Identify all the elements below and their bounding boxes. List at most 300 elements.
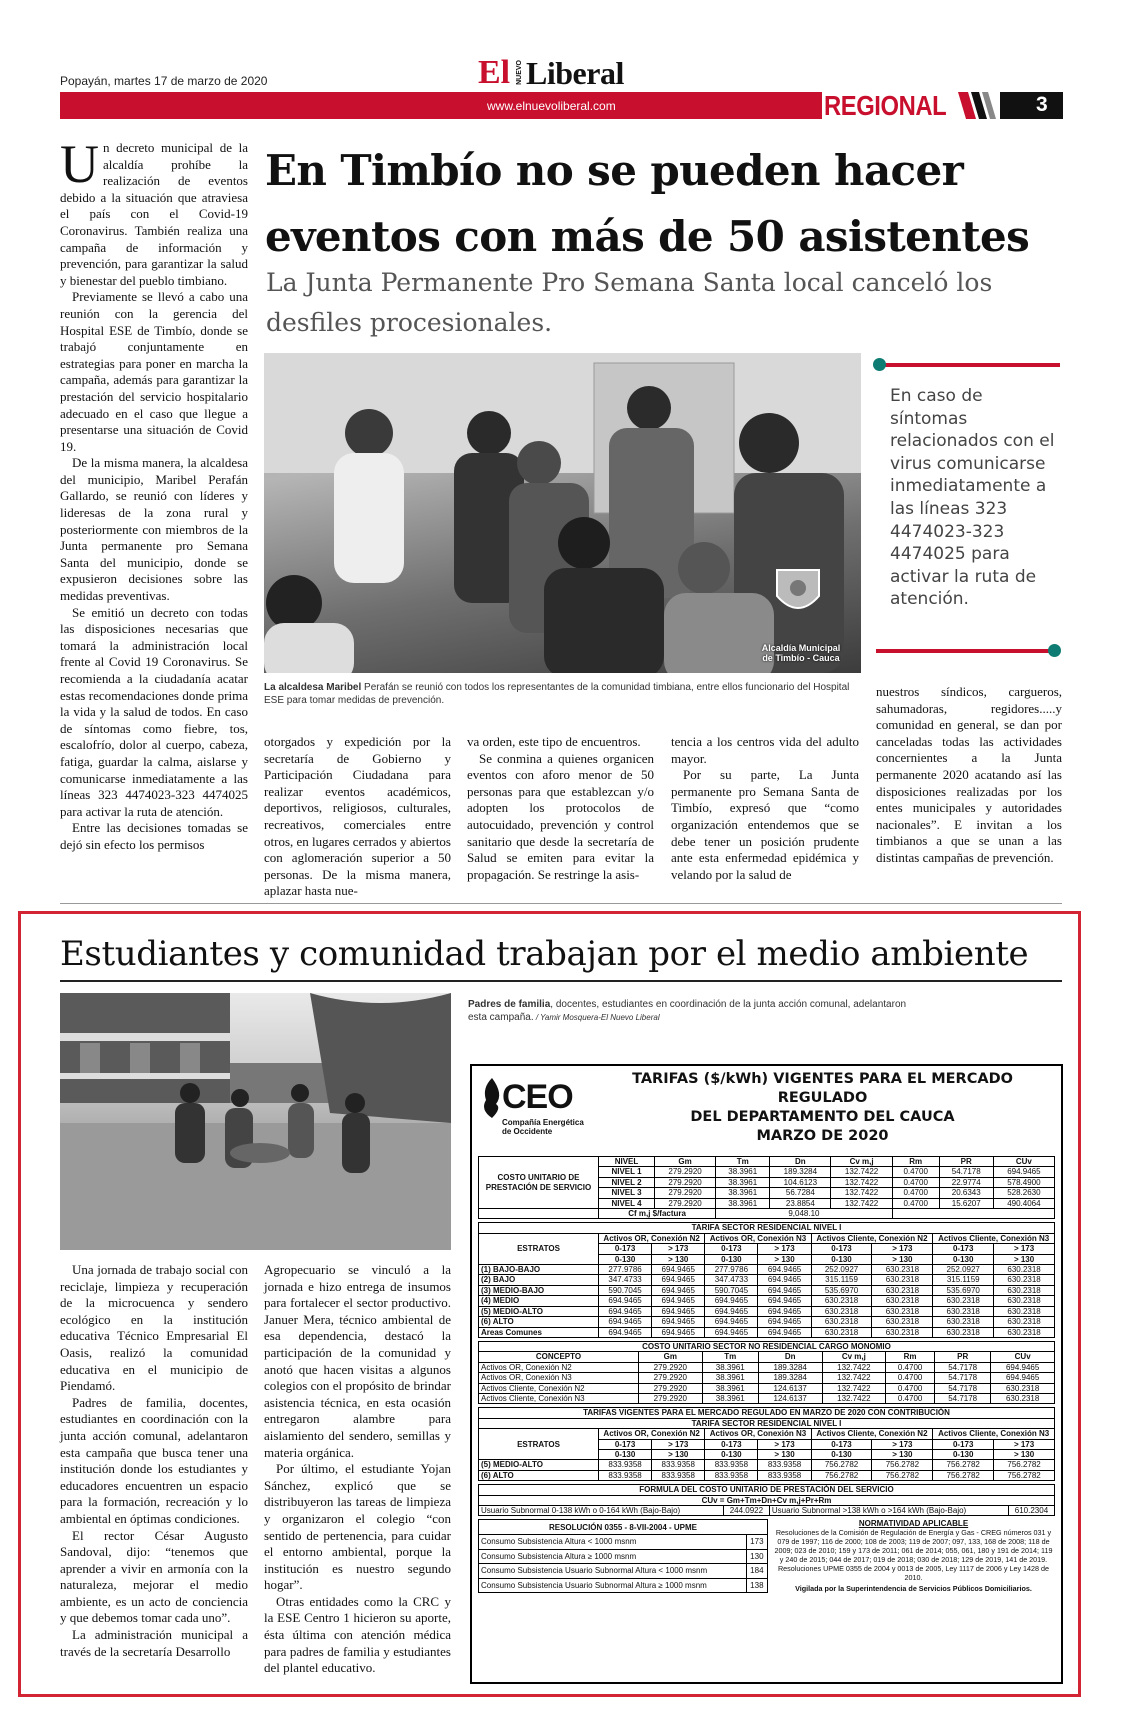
cell: > 130	[994, 1254, 1055, 1264]
table-cell: Consumo Subsistencia Altura ≥ 1000 msnm	[479, 1549, 747, 1564]
cell: 0-173	[599, 1439, 652, 1449]
cell: NIVEL 1	[599, 1167, 655, 1177]
group-header: Activos OR, Conexión N3	[705, 1233, 811, 1243]
cell: 22.9774	[939, 1177, 993, 1187]
table-cell: 132.7422	[822, 1393, 886, 1403]
subnormal-left-value: 244.0922	[723, 1506, 769, 1516]
table-row	[479, 1209, 1055, 1219]
cell: 0-130	[705, 1449, 758, 1459]
table-cell: 756.2782	[994, 1460, 1055, 1470]
table-cell: 833.9358	[705, 1470, 758, 1480]
table-cell: 277.9786	[705, 1265, 758, 1275]
article1-photo-caption	[264, 681, 861, 707]
section-label: REGIONAL	[824, 90, 947, 121]
table-cell: Consumo Subsistencia Usuario Subnormal Altura < 1000 msnm	[479, 1564, 747, 1579]
table-cell: 694.9465	[652, 1275, 705, 1285]
article2-paragraph: La administración municipal a través de la secretaría Desarrollo	[60, 1627, 248, 1659]
table-row	[479, 1362, 1055, 1372]
article1-paragraph: tencia a los centros vida del adulto mayor.	[671, 734, 859, 766]
estratos-label: ESTRATOS	[479, 1429, 599, 1460]
table-cell: 833.9358	[705, 1460, 758, 1470]
table-cell: (6) ALTO	[479, 1317, 599, 1327]
article1-column-1	[60, 134, 248, 854]
cell: > 130	[652, 1449, 705, 1459]
table-cell: 630.2318	[933, 1296, 994, 1306]
table-cell: 756.2782	[811, 1460, 872, 1470]
subnormal-left-label: Usuario Subnormal 0-138 kWh o 0-164 kWh (Bajo-Bajo)	[479, 1506, 724, 1516]
article1-column-4	[671, 734, 859, 883]
table-cell: 630.2318	[994, 1306, 1055, 1316]
table-cell: 756.2782	[872, 1470, 933, 1480]
article1-paragraph: otorgados y expedición por la secretaría de Gobierno y Participación Ciudadana para realizar eventos académicos, deportivos, religiosos, culturales, recreativos, comerciales entre otros, en lugares cerrados y abiertos con aglomeración superior a 50 personas. De la misma manera, aplazar hasta nue-	[264, 734, 451, 899]
cell: 132.7422	[831, 1177, 892, 1187]
table-cell: 277.9786	[599, 1265, 652, 1275]
cell: PR	[935, 1352, 991, 1362]
contribution-rows	[479, 1460, 1055, 1481]
municipal-seal-icon	[767, 566, 829, 622]
table-cell: 173	[746, 1535, 767, 1550]
cell: 0-173	[811, 1439, 872, 1449]
cell: 0-173	[933, 1439, 994, 1449]
flame-icon	[480, 1078, 504, 1118]
cell: 104.6123	[770, 1177, 831, 1187]
cell: 132.7422	[831, 1188, 892, 1198]
table-cell: 54.7178	[935, 1362, 991, 1372]
article1-paragraph: nuestros síndicos, cargueros, sahumadoras, regidores.....y comunidad en general, se dan por canceladas todas las actividades concernientes a la Junta permanente 2020 acatando así las disposiciones realizadas por los entes municipales y autoridades nacionales”. E invitan a los timbianos a que se unan a las distintas campañas de prevención.	[876, 684, 1062, 865]
table-cell: 38.3961	[702, 1393, 758, 1403]
dropcap: U	[60, 134, 99, 194]
table-cell: 694.9465	[652, 1306, 705, 1316]
cell: 38.3961	[716, 1167, 770, 1177]
table-cell: 694.9465	[652, 1285, 705, 1295]
cell: 23.8854	[770, 1198, 831, 1208]
article1-paragraph: Por su parte, La Junta permanente pro Semana Santa de Timbío, expresó que “como organización entendemos que se debe tener un posición prudente ante esta enfermedad epidémica y velando por la salud de	[671, 767, 859, 882]
cell: 0-130	[811, 1254, 872, 1264]
table-cell: 130	[746, 1549, 767, 1564]
cell: 38.3961	[716, 1177, 770, 1187]
cell: 578.4900	[993, 1177, 1054, 1187]
table-cell: 252.0927	[811, 1265, 872, 1275]
cell: > 173	[758, 1439, 811, 1449]
regulation-text: Resoluciones de la Comisión de Regulación de Energía y Gas - CREG números 031 y 079 de 1997; 116 de 2000; 108 de 2003; 119 de 2007; 097, 133, 168 de 2008; 118 de 2009; 023 de 2010; 159 y 173 de 2011; 061 de 2014; 055, 061, 180 y 191 de 2014; 119 y 240 de 2015; 044 de 2017; 019 de 2018; 030 de 2018; 129 de 2019, 141 de 2019. Resoluciones UPME 0355 de 2004 y 0013 de 2005, Ley 1117 de 2006 y Ley 1428 de 2010.	[774, 1528, 1053, 1583]
table-cell: (4) MEDIO	[479, 1296, 599, 1306]
cell: 279.2920	[654, 1177, 715, 1187]
cost-header: Gm	[654, 1157, 715, 1167]
table-cell: 694.9465	[599, 1317, 652, 1327]
table-row	[479, 1352, 1055, 1362]
article2-paragraph: Agropecuario se vinculó a la jornada e hizo entrega de insumos para fortalecer el sector productivo. Januer Mera, técnico ambiental de esa dependencia, destacó la participación de la comunidad y anotó que hacen visitas a algunos colegios con el propósito de brindar asistencia técnica, en esta ocasión entregaron alambre para aislamiento del sendero, semillas y materia orgánica.	[264, 1262, 451, 1460]
cost-header: Tm	[716, 1157, 770, 1167]
cell: 0.4700	[892, 1167, 939, 1177]
formula-table	[478, 1484, 1055, 1516]
residential-table	[478, 1222, 1055, 1337]
table-cell: 184	[746, 1564, 767, 1579]
table-cell: 630.2318	[994, 1327, 1055, 1337]
table-cell: 590.7045	[599, 1285, 652, 1295]
table-cell: 694.9465	[705, 1327, 758, 1337]
cell: 0-130	[599, 1449, 652, 1459]
page-number-box	[1000, 92, 1063, 119]
cost-header: PR	[939, 1157, 993, 1167]
caption-lead: La alcaldesa Maribel	[264, 682, 362, 693]
table-cell: Areas Comunes	[479, 1327, 599, 1337]
cf-label: Cf m,j $/factura	[599, 1209, 716, 1219]
cell: 528.2630	[993, 1188, 1054, 1198]
cost-header: Cv m,j	[831, 1157, 892, 1167]
table-cell: 694.9465	[758, 1296, 811, 1306]
logo-liberal: Liberal	[526, 55, 624, 91]
cell: 279.2920	[654, 1198, 715, 1208]
group-header: Activos Cliente, Conexión N3	[933, 1233, 1055, 1243]
table-cell: 630.2318	[872, 1306, 933, 1316]
residential-title: TARIFA SECTOR RESIDENCIAL NIVEL I	[479, 1223, 1055, 1233]
cell: 0-130	[933, 1254, 994, 1264]
article1-paragraph: Previamente se llevó a cabo una reunión con la gerencia del Hospital ESE de Timbío, donde se trabajó conjuntamente en estrategias para poner en marcha la campaña, además para garantizar la prestación del servicio hospitalario adecuado en el caso que llegue a presentarse una situación de Covid 19.	[60, 289, 248, 454]
cell: 0.4700	[892, 1198, 939, 1208]
table-cell: 132.7422	[822, 1373, 886, 1383]
cell: 56.7284	[770, 1188, 831, 1198]
table-row	[479, 1275, 1055, 1285]
table-cell: 756.2782	[933, 1470, 994, 1480]
table-cell: 630.2318	[872, 1285, 933, 1295]
article1-headline	[265, 138, 1075, 270]
ceo-logo[interactable]	[480, 1074, 590, 1144]
cell: 279.2920	[654, 1167, 715, 1177]
table-cell: 833.9358	[758, 1470, 811, 1480]
ad-title-line-2: DEL DEPARTAMENTO DEL CAUCA	[690, 1109, 955, 1125]
group-header: Activos Cliente, Conexión N2	[811, 1233, 933, 1243]
table-row	[479, 1564, 768, 1579]
table-cell: 630.2318	[811, 1317, 872, 1327]
table-cell: 54.7178	[935, 1383, 991, 1393]
table-cell: 694.9465	[652, 1265, 705, 1275]
cell: > 130	[872, 1449, 933, 1459]
table-row	[479, 1393, 1055, 1403]
table-cell: 694.9465	[599, 1296, 652, 1306]
table-cell: 138	[746, 1578, 767, 1593]
table-row	[479, 1327, 1055, 1337]
table-cell: 124.6137	[758, 1393, 822, 1403]
table-cell: 279.2920	[639, 1393, 703, 1403]
group-header: Activos Cliente, Conexión N2	[811, 1429, 933, 1439]
table-row	[479, 1470, 1055, 1480]
cell: > 130	[758, 1449, 811, 1459]
table-cell: 694.9465	[758, 1265, 811, 1275]
table-cell: 694.9465	[705, 1306, 758, 1316]
table-cell: 279.2920	[639, 1362, 703, 1372]
logo-subtitle: Compañía Energética de Occidente	[502, 1118, 584, 1136]
table-cell: Activos Cliente, Conexión N2	[479, 1383, 639, 1393]
table-cell: 630.2318	[994, 1265, 1055, 1275]
cell: 0.4700	[892, 1177, 939, 1187]
cell: 132.7422	[831, 1198, 892, 1208]
date-line: Popayán, martes 17 de marzo de 2020	[60, 74, 268, 88]
table-cell: 756.2782	[811, 1470, 872, 1480]
table-cell: 694.9465	[599, 1327, 652, 1337]
headline-line-2: eventos con más de 50 asistentes	[265, 212, 1030, 261]
article1-column-5	[876, 684, 1062, 867]
article2-paragraph: Una jornada de trabajo social con reciclaje, limpieza y recuperación de la microcuenca y sendero ecológico en la institución educativa Técnico Empresarial El Oasis, realizó la comunidad educativa en el municipio de Piendamó.	[60, 1262, 248, 1394]
cost-table	[478, 1156, 1055, 1219]
table-cell: 694.9465	[758, 1275, 811, 1285]
resolution-table	[478, 1519, 768, 1593]
cell: Tm	[702, 1352, 758, 1362]
cell: 38.3961	[716, 1188, 770, 1198]
table-cell: 694.9465	[705, 1317, 758, 1327]
table-row	[479, 1306, 1055, 1316]
table-cell: 694.9465	[652, 1296, 705, 1306]
regulation-note	[772, 1519, 1055, 1593]
cell: 279.2920	[654, 1188, 715, 1198]
ad-title-line-1: TARIFAS ($/kWh) VIGENTES PARA EL MERCADO REGULADO	[632, 1071, 1013, 1106]
table-cell: 694.9465	[599, 1306, 652, 1316]
table-cell: 694.9465	[991, 1362, 1055, 1372]
table-cell: 132.7422	[822, 1362, 886, 1372]
table-cell: 189.3284	[758, 1362, 822, 1372]
cell: 0-173	[811, 1244, 872, 1254]
table-cell: 630.2318	[994, 1285, 1055, 1295]
table-cell: 694.9465	[758, 1317, 811, 1327]
regulation-title: NORMATIVIDAD APLICABLE	[858, 1519, 969, 1529]
cell: 0.4700	[892, 1188, 939, 1198]
table-cell: 630.2318	[811, 1296, 872, 1306]
formula-title: FORMULA DEL COSTO UNITARIO DE PRESTACIÓN DEL SERVICIO	[479, 1485, 1055, 1495]
table-cell: 630.2318	[994, 1317, 1055, 1327]
article1-paragraph: De la misma manera, la alcaldesa del municipio, Maribel Perafán Gallardo, se reunió con líderes y lideresas de la zona rural y posteriormente con miembros de la Junta permanente pro Semana Santa del municipio, donde se expusieron decisiones sobre las medidas preventivas.	[60, 455, 248, 604]
table-cell: 694.9465	[758, 1327, 811, 1337]
table-row	[479, 1265, 1055, 1275]
table-row	[479, 1506, 1055, 1516]
table-cell: 38.3961	[702, 1362, 758, 1372]
cell: 0-173	[933, 1244, 994, 1254]
table-cell: 189.3284	[758, 1373, 822, 1383]
cell: 0-130	[933, 1449, 994, 1459]
article2-paragraph: Padres de familia, docentes, estudiantes en coordinación con la junta acción comunal, adelantaron esta campaña que busca tener una institución donde los estudiantes y educadores encuentren un espacio para la formación, recreación y lo ambiental en óptimas condiciones.	[60, 1394, 248, 1526]
table-row	[479, 1578, 768, 1593]
table-row	[479, 1383, 1055, 1393]
estratos-label: ESTRATOS	[479, 1233, 599, 1264]
table-cell: 694.9465	[991, 1373, 1055, 1383]
cell: 694.9465	[993, 1167, 1054, 1177]
article1-subheadline: La Junta Permanente Pro Semana Santa local canceló los desfiles procesionales.	[266, 268, 993, 337]
table-cell: 630.2318	[933, 1317, 994, 1327]
article2-photo-caption	[468, 998, 908, 1024]
cell: 54.7178	[939, 1167, 993, 1177]
cell: 189.3284	[770, 1167, 831, 1177]
cell: 0-173	[705, 1244, 758, 1254]
cell: 20.6343	[939, 1188, 993, 1198]
cost-header: NIVEL	[599, 1157, 655, 1167]
table-cell: 630.2318	[991, 1393, 1055, 1403]
nonresidential-title: COSTO UNITARIO SECTOR NO RESIDENCIAL CARGO MONOMIO	[479, 1341, 1055, 1351]
caption-text: , docentes, estudiantes en coordinación de la junta acción comunal, adelantaron esta campaña.	[468, 999, 907, 1023]
table-cell: 535.6970	[811, 1285, 872, 1295]
cell: Dn	[758, 1352, 822, 1362]
article1-photo	[264, 353, 861, 673]
table-cell: 694.9465	[652, 1317, 705, 1327]
table-row	[479, 1549, 768, 1564]
table-cell: 0.4700	[886, 1373, 935, 1383]
table-cell: 694.9465	[705, 1296, 758, 1306]
pullquote-top-rule	[876, 363, 1060, 367]
cell: > 130	[758, 1254, 811, 1264]
cell: 15.6207	[939, 1198, 993, 1208]
table-cell: 279.2920	[639, 1383, 703, 1393]
cell: > 173	[758, 1244, 811, 1254]
table-cell: Consumo Subsistencia Altura < 1000 msnm	[479, 1535, 747, 1550]
table-cell: 756.2782	[994, 1470, 1055, 1480]
group-header: Activos Cliente, Conexión N3	[933, 1429, 1055, 1439]
cell: 0-130	[811, 1449, 872, 1459]
table-cell: 535.6970	[933, 1285, 994, 1295]
article2-paragraph: Otras entidades como la CRC y la ESE Centro 1 hicieron su aporte, ésta última con atención médica para padres de familia y estudiantes del plantel educativo.	[264, 1593, 451, 1676]
article1-paragraph: va orden, este tipo de encuentros.	[467, 734, 641, 749]
nonresidential-rows	[479, 1362, 1055, 1404]
table-cell: 833.9358	[652, 1460, 705, 1470]
logo-text: CEO	[502, 1078, 573, 1116]
photo-logo-text: Alcaldía Municipal de Timbío - Cauca	[761, 643, 841, 663]
table-cell: 630.2318	[994, 1275, 1055, 1285]
subnormal-right-value: 610.2304	[1008, 1506, 1054, 1516]
resolution-title: RESOLUCIÓN 0355 - 8-VII-2004 - UPME	[479, 1520, 768, 1535]
cell: Rm	[886, 1352, 935, 1362]
table-cell: (5) MEDIO-ALTO	[479, 1306, 599, 1316]
cell: NIVEL 3	[599, 1188, 655, 1198]
website-url[interactable]: www.elnuevoliberal.com	[487, 99, 616, 113]
table-cell: 630.2318	[872, 1317, 933, 1327]
logo-nuevo: NUEVO	[516, 60, 523, 85]
nonresidential-table	[478, 1341, 1055, 1404]
cell: Gm	[639, 1352, 703, 1362]
table-cell: 38.3961	[702, 1383, 758, 1393]
headline-line-1: En Timbío no se pueden hacer	[265, 146, 964, 195]
table-row	[479, 1317, 1055, 1327]
cell: 38.3961	[716, 1198, 770, 1208]
cell: CUv	[991, 1352, 1055, 1362]
table-cell: 833.9358	[599, 1460, 652, 1470]
article1-column-3	[467, 734, 654, 883]
article1-paragraph: Entre las decisiones tomadas se dejó sin efecto los permisos	[60, 820, 248, 852]
table-cell: 54.7178	[935, 1393, 991, 1403]
cost-header: CUv	[993, 1157, 1054, 1167]
table-cell: 756.2782	[872, 1460, 933, 1470]
table-cell: 630.2318	[872, 1275, 933, 1285]
article2-paragraph: Por último, el estudiante Yojan Sánchez, explicó que se distribuyeron las tareas de limpieza y organizaron el colegio “con sentido de pertenencia, para cuidar el entorno ambiental, porque la institución es nuestro segundo hogar”.	[264, 1461, 451, 1593]
group-header: Activos OR, Conexión N2	[599, 1429, 705, 1439]
pullquote-top-dot	[873, 358, 886, 371]
cell: > 173	[872, 1244, 933, 1254]
table-row	[479, 1296, 1055, 1306]
table-cell: (2) BAJO	[479, 1275, 599, 1285]
article2-photo	[60, 993, 451, 1250]
table-cell: 833.9358	[758, 1460, 811, 1470]
page-number: 3	[1036, 93, 1048, 116]
article2-column-2	[264, 1262, 451, 1677]
cell: 0-173	[599, 1244, 652, 1254]
cf-value: 9,048.10	[716, 1209, 893, 1219]
table-cell: 38.3961	[702, 1373, 758, 1383]
article-divider	[60, 903, 1062, 904]
subnormal-right-label: Usuario Subnormal >138 kWh o >164 kWh (Bajo-Bajo)	[769, 1506, 1008, 1516]
caption-lead: Padres de familia	[468, 999, 551, 1010]
cell: > 173	[652, 1244, 705, 1254]
cell: > 173	[872, 1439, 933, 1449]
cell: NIVEL 4	[599, 1198, 655, 1208]
group-header: Activos OR, Conexión N3	[705, 1429, 811, 1439]
table-cell: 590.7045	[705, 1285, 758, 1295]
article1-paragraph: Se emitió un decreto con todas las disposiciones necesarias que tomará la administración local frente al Covid 19 Coronavirus. Se recomienda a la ciudadanía acatar estas recomendaciones donde prima la vida y la salud de todos. En caso de síntomas como fiebre, tos, escalofrío, dolor al cuerpo, cabeza, fatiga, guardar la calma, aislarse y comunicarse inmediatamente a las líneas 323 4474023-323 4474025 para activar la ruta de atención.	[60, 604, 248, 819]
cell: 0-173	[705, 1439, 758, 1449]
cost-header: Rm	[892, 1157, 939, 1167]
pullquote-bottom-rule	[876, 649, 1060, 653]
cell: > 173	[994, 1244, 1055, 1254]
pullquote: En caso de síntomas relacionados con el virus comunicarse inmediatamente a las líneas 323 4474023-323 4474025 para activar la ruta de atención.	[890, 386, 1055, 610]
table-cell: 0.4700	[886, 1393, 935, 1403]
table-cell: (3) MEDIO-BAJO	[479, 1285, 599, 1295]
ad-title-line-3: MARZO DE 2020	[756, 1128, 889, 1144]
article1-paragraph: n decreto municipal de la alcaldía prohíbe la realización de eventos debido a la situación que atraviesa el país con el Covid-19 Coronavirus. También realiza una campaña de información y prevención, para garantizar la salud y bienestar del pueblo timbiano.	[60, 140, 248, 288]
table-cell: 54.7178	[935, 1373, 991, 1383]
tariff-ad	[470, 1064, 1063, 1684]
table-cell: 694.9465	[758, 1285, 811, 1295]
section-stripes	[958, 92, 1000, 119]
table-cell: 833.9358	[599, 1470, 652, 1480]
cell: 132.7422	[831, 1167, 892, 1177]
table-cell: 630.2318	[811, 1306, 872, 1316]
table-cell: 630.2318	[994, 1296, 1055, 1306]
contribution-subtitle: TARIFA SECTOR RESIDENCIAL NIVEL I	[479, 1418, 1055, 1428]
cost-header: Dn	[770, 1157, 831, 1167]
table-cell: 694.9465	[758, 1306, 811, 1316]
cell: 0-130	[705, 1254, 758, 1264]
table-cell: 630.2318	[872, 1265, 933, 1275]
pullquote-bottom-dot	[1048, 644, 1061, 657]
table-cell: 347.4733	[599, 1275, 652, 1285]
table-cell: 630.2318	[933, 1327, 994, 1337]
table-cell: Activos Cliente, Conexión N3	[479, 1393, 639, 1403]
cell: > 130	[652, 1254, 705, 1264]
table-cell: 0.4700	[886, 1383, 935, 1393]
resolution-rows	[479, 1535, 768, 1593]
article1-paragraph: Se conmina a quienes organicen eventos con aforo menor de 50 personas para que establezcan y/o adopten los protocolos de autocuidado, prevención y control sanitario que desde la secretaría de Salud se emiten para evitar la propagación. Se restringe la asis-	[467, 750, 654, 882]
table-row	[479, 1285, 1055, 1295]
cost-label: COSTO UNITARIO DE PRESTACIÓN DE SERVICIO	[479, 1157, 599, 1209]
table-cell: 630.2318	[872, 1327, 933, 1337]
table-cell: 347.4733	[705, 1275, 758, 1285]
table-cell: (1) BAJO-BAJO	[479, 1265, 599, 1275]
table-cell: 279.2920	[639, 1373, 703, 1383]
article1-column-2	[264, 734, 451, 900]
contribution-title: TARIFAS VIGENTES PARA EL MERCADO REGULADO EN MARZO DE 2020 CON CONTRIBUCIÓN	[479, 1408, 1055, 1418]
cell: NIVEL 2	[599, 1177, 655, 1187]
logo-el: El	[478, 54, 511, 91]
residential-rows	[479, 1265, 1055, 1338]
table-row	[479, 1535, 768, 1550]
article2-headline: Estudiantes y comunidad trabajan por el medio ambiente	[60, 934, 1029, 974]
table-row	[479, 1373, 1055, 1383]
caption-text: Perafán se reunió con todos los representantes de la comunidad timbiana, entre ellos funcionario del Hospital ESE para tomar medidas de prevención.	[264, 682, 850, 706]
formula: CUv = Gm+Tm+Dn+Cv m,j+Pr+Rm	[479, 1495, 1055, 1505]
article2-column-1	[60, 1262, 248, 1660]
cell: > 130	[872, 1254, 933, 1264]
table-cell: (5) MEDIO-ALTO	[479, 1460, 599, 1470]
table-cell: 132.7422	[822, 1383, 886, 1393]
cell: CONCEPTO	[479, 1352, 639, 1362]
newspaper-logo[interactable]	[478, 54, 638, 94]
cell: Cv m,j	[822, 1352, 886, 1362]
table-cell: 315.1159	[933, 1275, 994, 1285]
regulation-footer: Vigilada por la Superintendencia de Servicios Públicos Domiciliarios.	[795, 1584, 1032, 1594]
